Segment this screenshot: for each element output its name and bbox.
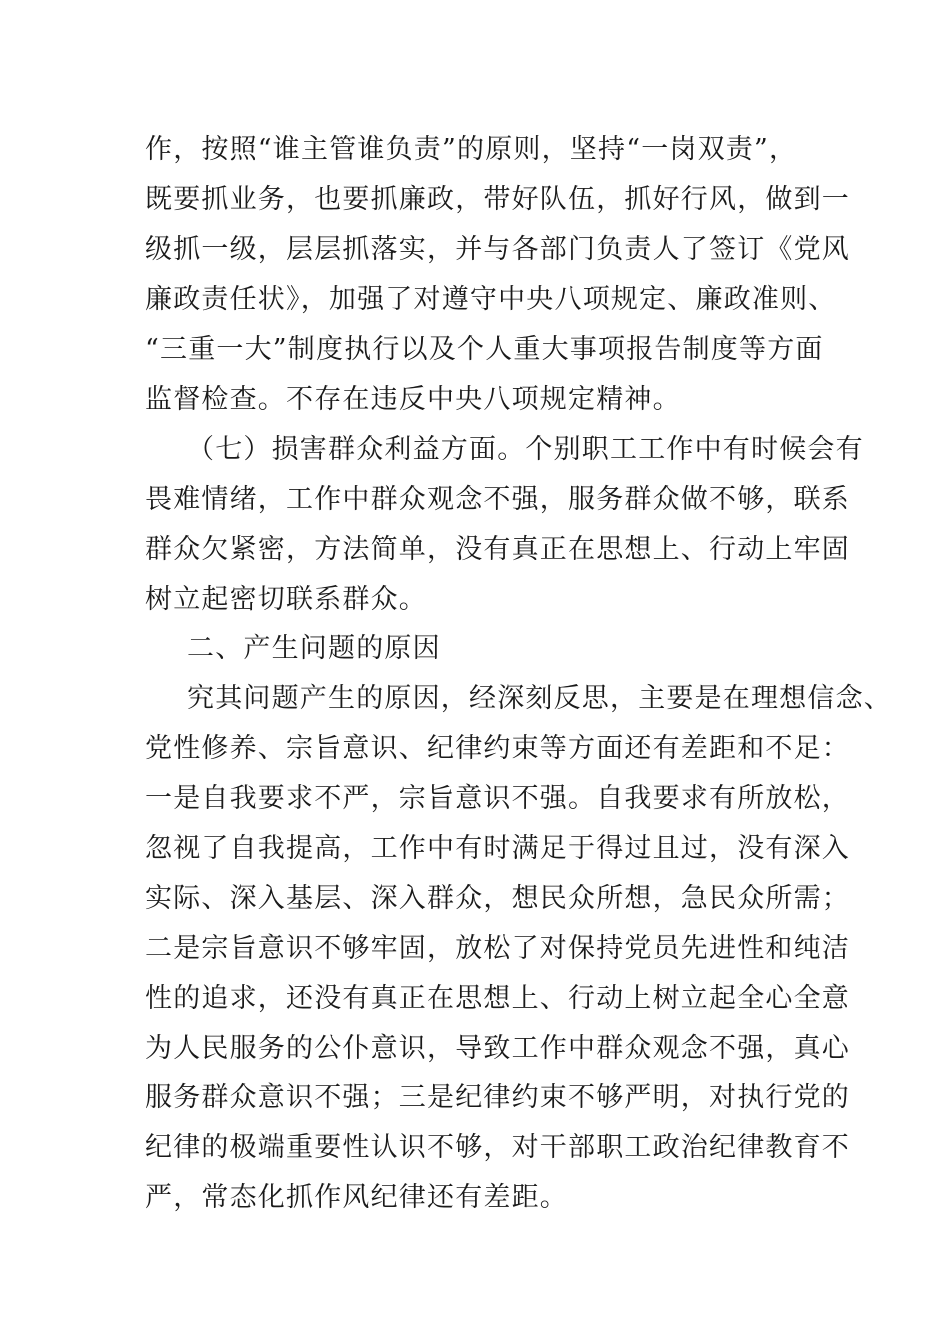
text-line: 严，常态化抓作风纪律还有差距。 xyxy=(145,1182,568,1213)
text-line: 树立起密切联系群众。 xyxy=(145,584,427,615)
section-heading-two: 二、产生问题的原因 xyxy=(187,633,441,664)
text-line: 实际、深入基层、深入群众，想民众所想，急民众所需； xyxy=(145,883,850,914)
text-line: 究其问题产生的原因，经深刻反思，主要是在理想信念、 xyxy=(187,683,892,714)
text-line: 二是宗旨意识不够牢固，放松了对保持党员先进性和纯洁 xyxy=(145,933,850,964)
text-line: 性的追求，还没有真正在思想上、行动上树立起全心全意 xyxy=(145,983,850,1014)
text-line: 监督检查。不存在违反中央八项规定精神。 xyxy=(145,384,681,415)
text-line: “三重一大”制度执行以及个人重大事项报告制度等方面 xyxy=(145,334,824,365)
text-line: 既要抓业务，也要抓廉政，带好队伍，抓好行风，做到一 xyxy=(145,184,850,215)
text-line: 作，按照“谁主管谁负责”的原则，坚持“一岗双责”， xyxy=(145,134,798,165)
text-line: 服务群众意识不强；三是纪律约束不够严明，对执行党的 xyxy=(145,1082,850,1113)
text-line: 畏难情绪，工作中群众观念不强，服务群众做不够，联系 xyxy=(145,484,850,515)
text-line: 廉政责任状》，加强了对遵守中央八项规定、廉政准则、 xyxy=(145,284,837,315)
text-line: 一是自我要求不严，宗旨意识不强。自我要求有所放松， xyxy=(145,783,850,814)
text-line: 纪律的极端重要性认识不够，对干部职工政治纪律教育不 xyxy=(145,1132,850,1163)
text-line: 为人民服务的公仆意识，导致工作中群众观念不强，真心 xyxy=(145,1033,850,1064)
text-line: 党性修养、宗旨意识、纪律约束等方面还有差距和不足： xyxy=(145,733,850,764)
text-line: 级抓一级，层层抓落实，并与各部门负责人了签订《党风 xyxy=(145,234,850,265)
text-line: 忽视了自我提高，工作中有时满足于得过且过，没有深入 xyxy=(145,833,850,864)
text-line: 群众欠紧密，方法简单，没有真正在思想上、行动上牢固 xyxy=(145,534,850,565)
section-heading-seven: （七）损害群众利益方面。个别职工工作中有时候会有 xyxy=(187,434,864,465)
